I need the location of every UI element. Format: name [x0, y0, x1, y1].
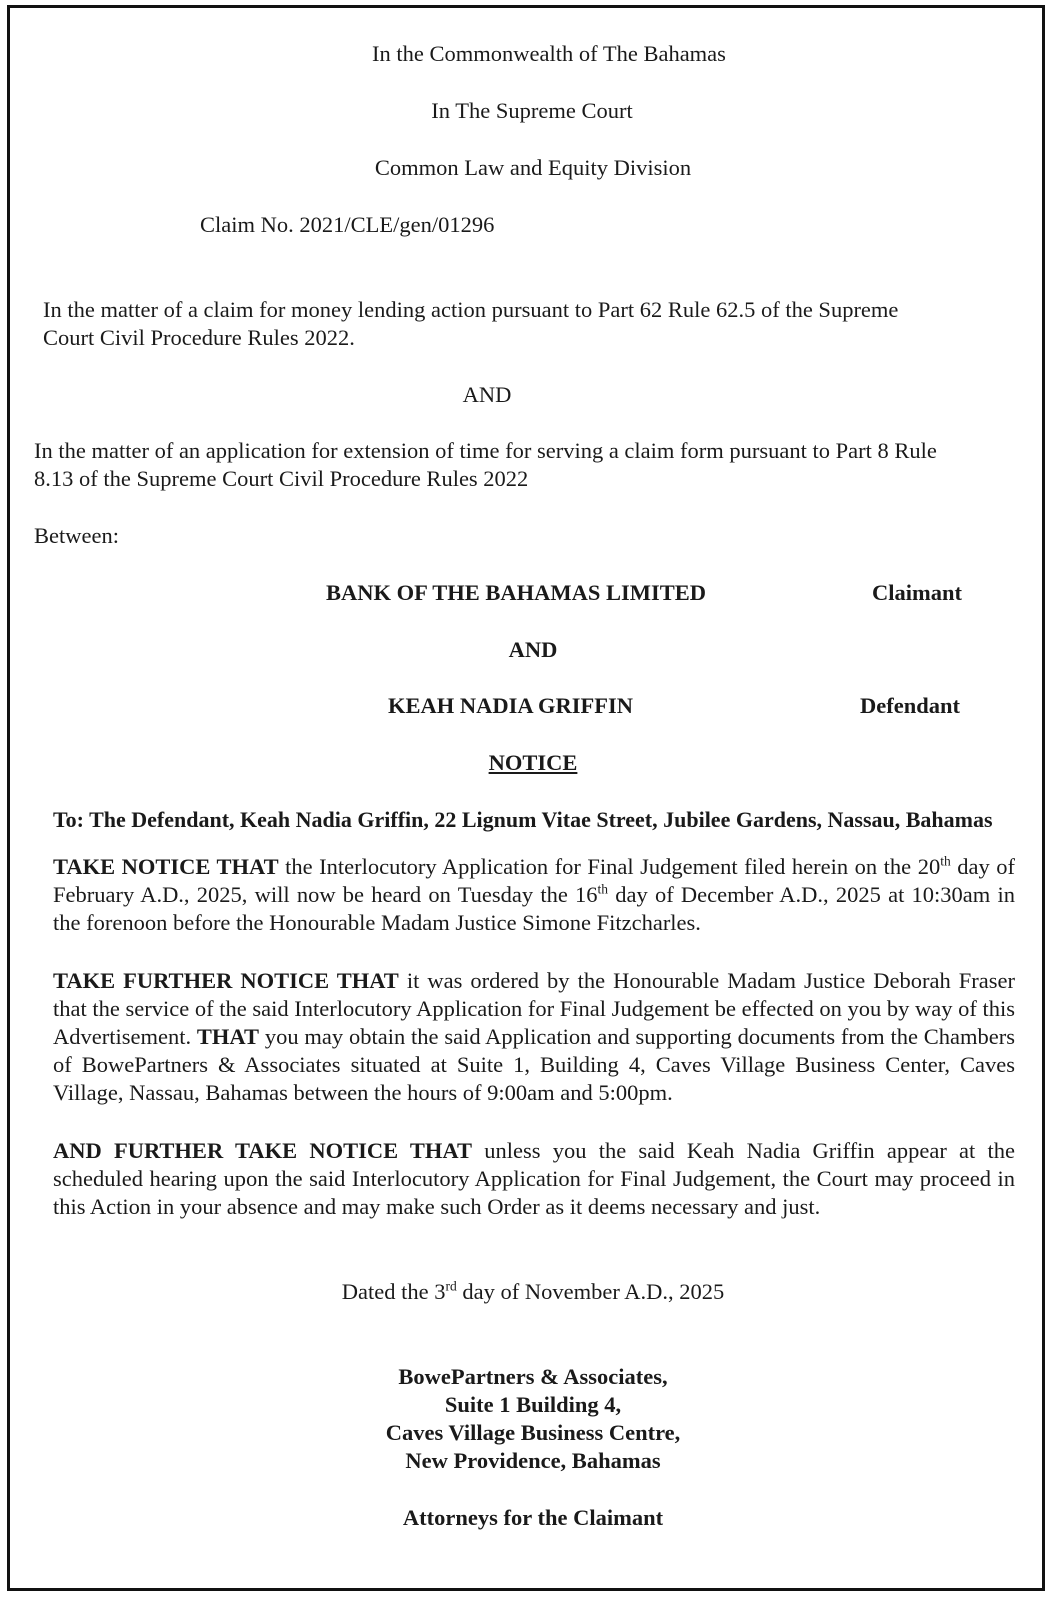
- notice-p1-text-b: day of February A.D., 2025, will now be heard on Tuesday the 16: [53, 854, 1015, 907]
- claimant-name: BANK OF THE BAHAMAS LIMITED: [326, 580, 707, 605]
- matter-1-line-2: Court Civil Procedure Rules 2022.: [43, 325, 355, 350]
- notice-heading: NOTICE: [488, 750, 578, 775]
- notice-paragraph-2: [53, 967, 1015, 1107]
- notice-p1-text-c: day of December A.D., 2025 at 10:30am in the forenoon before the Honourable Madam Justice Simone Fitzcharles.: [53, 882, 1015, 935]
- division-line: Common Law and Equity Division: [374, 155, 692, 180]
- take-notice-lead: TAKE NOTICE THAT: [53, 854, 279, 879]
- and-separator-1: AND: [462, 382, 512, 407]
- notice-paragraph-3: [53, 1137, 1015, 1221]
- dated-sup: rd: [445, 1278, 457, 1294]
- attorneys-line: Attorneys for the Claimant: [402, 1505, 664, 1530]
- firm-address-2: Caves Village Business Centre,: [385, 1420, 681, 1445]
- matter-1-line-1: In the matter of a claim for money lending action pursuant to Part 62 Rule 62.5 of the Supreme: [43, 297, 899, 322]
- notice-p2-that: THAT: [196, 1024, 260, 1049]
- firm-name: BowePartners & Associates,: [398, 1364, 668, 1389]
- notice-p1-sup-2: th: [597, 881, 609, 897]
- notice-p1-sup-1: th: [940, 853, 951, 869]
- notice-recipient: To: The Defendant, Keah Nadia Griffin, 22 Lignum Vitae Street, Jubilee Gardens, Nassau, Bahamas: [53, 807, 993, 832]
- firm-address-3: New Providence, Bahamas: [405, 1448, 661, 1473]
- jurisdiction-line: In the Commonwealth of The Bahamas: [372, 41, 726, 66]
- notice-p2-text-b: you may obtain the said Application and supporting documents from the Chambers of BowePartners & Associates situated at Suite 1, Building 4, Caves Village Business Center, Caves Village, Nassau, Bahamas between the hours of 9:00am and 5:00pm.: [53, 1024, 1016, 1105]
- dated-prefix: Dated the 3: [341, 1279, 446, 1304]
- matter-2-line-1: In the matter of an application for extension of time for serving a claim form pursuant to Part 8 Rule: [34, 438, 937, 463]
- dated-line: [0, 1278, 1060, 1306]
- notice-p2-text-a: it was ordered by the Honourable Madam Justice Deborah Fraser that the service of the said Interlocutory Application for Final Judgement be effected on you by way of this Advertisement.: [53, 968, 1015, 1049]
- notice-paragraph-1: [53, 853, 1015, 937]
- between-label: Between:: [34, 523, 119, 548]
- claimant-role: Claimant: [872, 580, 962, 605]
- and-separator-2: AND: [508, 637, 558, 662]
- defendant-name: KEAH NADIA GRIFFIN: [388, 693, 634, 718]
- court-line: In The Supreme Court: [431, 98, 633, 123]
- defendant-role: Defendant: [860, 693, 960, 718]
- and-further-notice-lead: AND FURTHER TAKE NOTICE THAT: [53, 1138, 473, 1163]
- notice-p3-text: unless you the said Keah Nadia Griffin appear at the scheduled hearing upon the said Interlocutory Application for Final Judgement, the Court may proceed in this Action in your absence and may make such Order as it deems necessary and just.: [53, 1138, 1015, 1219]
- notice-p1-text-a: the Interlocutory Application for Final Judgement filed herein on the 20: [278, 854, 941, 879]
- take-further-notice-lead: TAKE FURTHER NOTICE THAT: [53, 968, 399, 993]
- document-border: [7, 5, 1045, 1591]
- firm-address-1: Suite 1 Building 4,: [444, 1392, 622, 1417]
- dated-suffix: day of November A.D., 2025: [456, 1279, 725, 1304]
- claim-number: Claim No. 2021/CLE/gen/01296: [200, 212, 495, 237]
- matter-2-line-2: 8.13 of the Supreme Court Civil Procedure Rules 2022: [34, 466, 529, 491]
